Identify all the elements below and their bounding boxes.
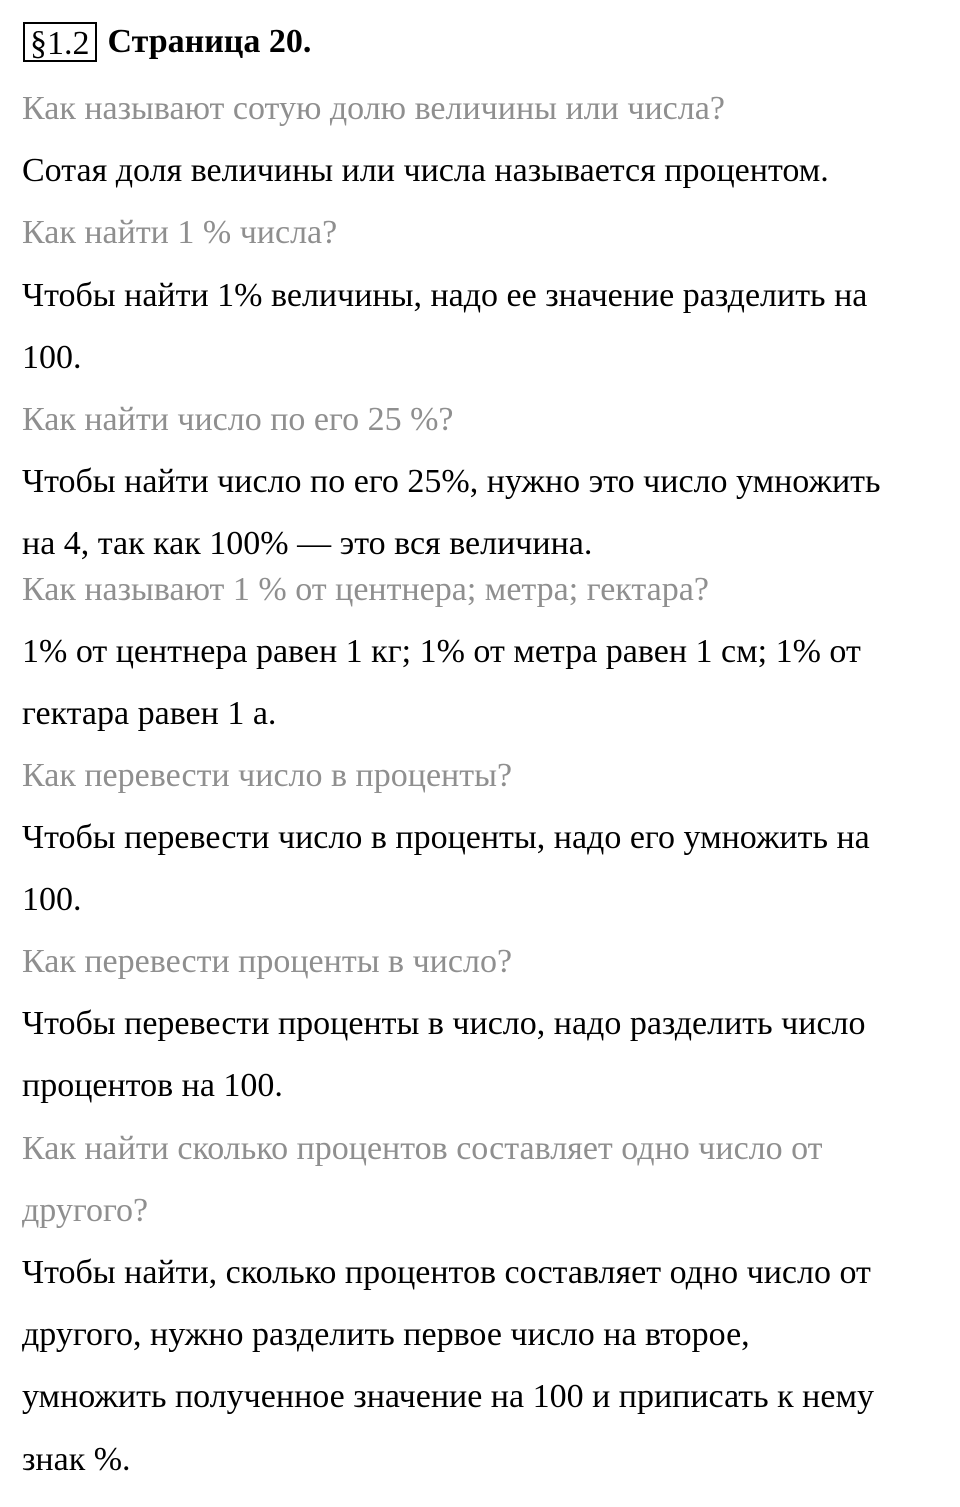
question-line: Как найти число по его 25 %? bbox=[22, 401, 454, 438]
answer-line: Чтобы найти число по его 25%, нужно это число умножить bbox=[22, 463, 881, 500]
question-line: Как перевести проценты в число? bbox=[22, 943, 513, 980]
answer-line: 1% от центнера равен 1 кг; 1% от метра равен 1 см; 1% от bbox=[22, 633, 861, 670]
answer-line: Чтобы найти 1% величины, надо ее значение разделить на bbox=[22, 277, 868, 314]
answer-line: гектара равен 1 а. bbox=[22, 695, 277, 732]
answer-line: на 4, так как 100% — это вся величина. bbox=[22, 525, 593, 562]
section-number-box: §1.2 bbox=[23, 22, 97, 62]
answer-line: 100. bbox=[22, 881, 82, 918]
answer-line: умножить полученное значение на 100 и приписать к нему bbox=[22, 1378, 874, 1415]
page-title: Страница 20. bbox=[107, 23, 312, 60]
answer-line: Чтобы перевести число в проценты, надо его умножить на bbox=[22, 819, 870, 856]
question-line: Как перевести число в проценты? bbox=[22, 757, 513, 794]
answer-line: 100. bbox=[22, 339, 82, 376]
answer-line: Сотая доля величины или числа называется процентом. bbox=[22, 152, 829, 189]
question-line: Как найти 1 % числа? bbox=[22, 214, 338, 251]
answer-line: процентов на 100. bbox=[22, 1067, 283, 1104]
page-header bbox=[23, 19, 311, 65]
question-line: Как называют 1 % от центнера; метра; гектара? bbox=[22, 571, 709, 608]
answer-line: Чтобы перевести проценты в число, надо разделить число bbox=[22, 1005, 866, 1042]
question-line: другого? bbox=[22, 1192, 149, 1229]
answer-line: другого, нужно разделить первое число на второе, bbox=[22, 1316, 750, 1353]
answer-line: Чтобы найти, сколько процентов составляет одно число от bbox=[22, 1254, 871, 1291]
question-line: Как называют сотую долю величины или числа? bbox=[22, 90, 725, 127]
answer-line: знак %. bbox=[22, 1441, 131, 1478]
question-line: Как найти сколько процентов составляет одно число от bbox=[22, 1130, 823, 1167]
